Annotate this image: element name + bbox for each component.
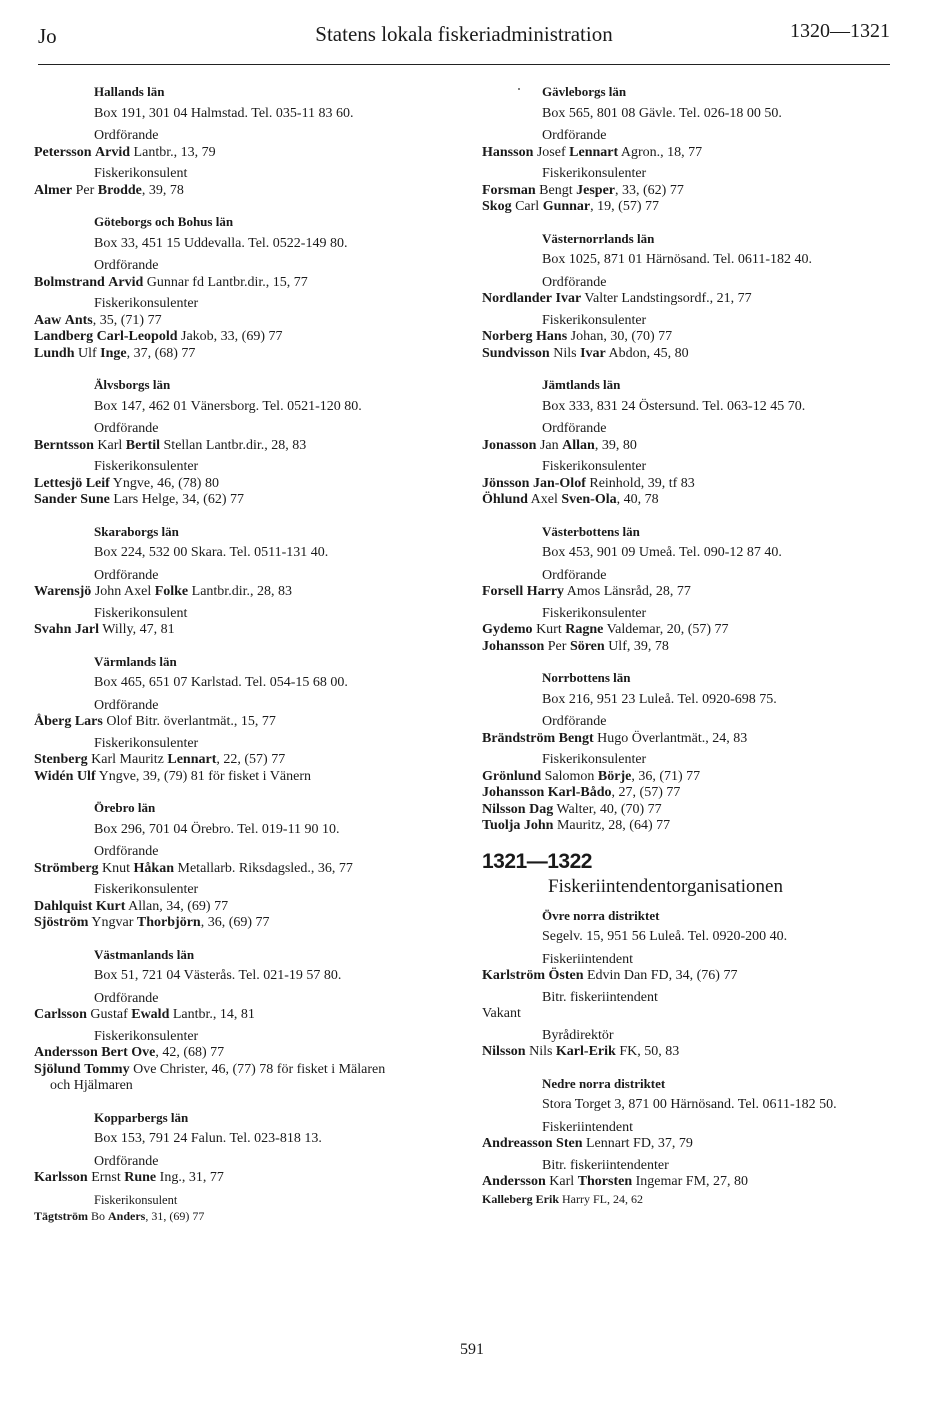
- region-name: Skaraborgs län: [94, 523, 179, 539]
- person-other-name: Karl: [545, 1174, 578, 1189]
- person-details: Lars Helge, 34, (62) 77: [109, 492, 245, 507]
- section-heading: [482, 850, 912, 898]
- person-calling-name: Erik: [535, 1191, 559, 1206]
- person-other-name: Per: [544, 638, 570, 654]
- person-surname: Sander: [34, 492, 77, 507]
- person-surname: Andersson: [482, 1174, 546, 1189]
- person-calling-name: Brodde: [97, 182, 142, 198]
- person-details: Ing., 31, 77: [156, 1170, 224, 1185]
- person-calling-name: Folke: [154, 584, 189, 599]
- region-address: Box 51, 721 04 Västerås. Tel. 021-19 57 80.: [94, 968, 342, 983]
- person-calling-name: Sören: [569, 638, 605, 654]
- person-details: Abdon, 45, 80: [605, 345, 689, 361]
- person-surname: Landberg: [34, 329, 94, 344]
- person-details: , 33, (62) 77: [615, 182, 684, 198]
- role-label: Ordförande: [542, 128, 607, 143]
- region-address: Box 565, 801 08 Gävle. Tel. 026-18 00 50.: [542, 105, 782, 121]
- person-surname: Sundvisson: [482, 345, 550, 361]
- person-calling-name: Karl-Bådo: [547, 785, 612, 800]
- person-details: Johan, 30, (70) 77: [567, 329, 673, 344]
- person-details: , 42, (68) 77: [155, 1045, 225, 1060]
- person-details: FK, 50, 83: [615, 1044, 680, 1059]
- person-calling-name: Thorbjörn: [136, 915, 201, 930]
- person-calling-name: Lars: [74, 714, 103, 729]
- person-surname: Jonasson: [482, 437, 537, 453]
- person-details: Allan, 34, (69) 77: [125, 898, 229, 914]
- person-other-name: Bo: [88, 1209, 109, 1223]
- person-entry: [34, 1045, 464, 1062]
- person-calling-name: Jan-Olof: [532, 475, 586, 491]
- role-label: Ordförande: [94, 567, 159, 583]
- person-calling-name: Ragne: [565, 622, 604, 637]
- person-surname: Svahn: [34, 622, 72, 637]
- person-surname: Strömberg: [34, 860, 99, 876]
- person-calling-name: John: [523, 818, 554, 833]
- region-address: Box 147, 462 01 Vänersborg. Tel. 0521-120 80.: [94, 398, 362, 414]
- region-block: [482, 377, 912, 509]
- region-block: [34, 377, 464, 509]
- person-details: Olof Bitr. överlantmät., 15, 77: [102, 714, 276, 729]
- person-details: Valdemar, 20, (57) 77: [603, 622, 729, 637]
- person-surname: Öhlund: [482, 492, 528, 507]
- person-surname: Karlström: [482, 968, 545, 983]
- role-label: Ordförande: [94, 990, 159, 1006]
- person-other-name: Josef: [533, 144, 570, 160]
- person-entry: [482, 968, 912, 985]
- role-label: Fiskerikonsulenter: [94, 882, 199, 897]
- person-calling-name: Bertil: [125, 437, 161, 453]
- role-label: Ordförande: [94, 1153, 159, 1169]
- person-entry: [34, 145, 464, 162]
- header-section-range: 1320—1321: [790, 20, 890, 42]
- person-details: , 36, (69) 77: [200, 915, 270, 930]
- person-calling-name: Ewald: [131, 1007, 170, 1022]
- person-other-name: Nils: [525, 1044, 556, 1059]
- role-label: Fiskerikonsulenter: [542, 605, 647, 621]
- person-entry: [482, 1044, 912, 1061]
- person-calling-name: Inge: [100, 345, 127, 361]
- person-entry: [482, 329, 912, 346]
- region-address: Box 153, 791 24 Falun. Tel. 023-818 13.: [94, 1131, 322, 1146]
- role-label: Fiskerikonsulenter: [542, 752, 647, 767]
- person-details: , 31, (69) 77: [145, 1209, 205, 1223]
- person-details: , 22, (57) 77: [216, 752, 286, 767]
- person-entry: [482, 476, 912, 493]
- person-calling-name: Dag: [529, 801, 554, 817]
- role-label: Fiskerikonsulenter: [542, 459, 647, 474]
- person-surname: Brändström: [482, 730, 556, 746]
- region-address: Box 191, 301 04 Halmstad. Tel. 035-11 83 60.: [94, 105, 354, 121]
- region-address: Box 224, 532 00 Skara. Tel. 0511-131 40.: [94, 545, 329, 560]
- person-entry: [482, 492, 912, 509]
- person-entry: [34, 492, 464, 509]
- person-entry: [34, 769, 464, 786]
- left-column: [34, 84, 464, 1240]
- right-regions: [482, 84, 912, 835]
- person-calling-name: Rune: [124, 1170, 157, 1185]
- region-block: [34, 214, 464, 362]
- person-other-name: Kurt: [532, 622, 566, 637]
- person-entry: [34, 346, 464, 363]
- person-calling-name: Bert Ove: [101, 1045, 156, 1060]
- person-other-name: Ulf: [74, 345, 101, 361]
- person-surname: Åberg: [34, 714, 72, 729]
- person-surname: Johansson: [482, 785, 545, 800]
- region-name: Värmlands län: [94, 653, 177, 669]
- person-surname: Jönsson: [482, 475, 530, 491]
- person-calling-name: Lennart: [167, 752, 217, 767]
- person-details: Lantbr., 13, 79: [130, 144, 216, 160]
- person-entry: [34, 915, 464, 932]
- person-calling-name: Bengt: [558, 730, 594, 746]
- person-entry: [34, 861, 464, 878]
- role-label: Byrådirektör: [542, 1027, 614, 1043]
- person-surname: Almer: [34, 182, 73, 198]
- person-entry: [482, 438, 912, 455]
- region-name: Västerbottens län: [542, 523, 640, 539]
- region-block: [482, 908, 912, 1061]
- person-details: Lennart FD, 37, 79: [582, 1136, 693, 1151]
- person-calling-name: Ulf: [76, 768, 96, 784]
- person-calling-name: Leif: [85, 475, 110, 491]
- person-entry: [34, 1208, 464, 1225]
- region-address: Box 1025, 871 01 Härnösand. Tel. 0611-182 40.: [542, 252, 813, 267]
- person-details: , 35, (71) 77: [92, 312, 162, 328]
- person-surname: Berntsson: [34, 437, 94, 453]
- person-surname: Lettesjö: [34, 475, 83, 491]
- person-surname: Nilsson: [482, 801, 526, 817]
- person-other-name: Carl: [511, 199, 543, 214]
- person-calling-name: Jesper: [576, 182, 616, 198]
- person-other-name: Gustaf: [86, 1007, 132, 1022]
- role-label: Fiskerikonsulenter: [542, 312, 647, 328]
- region-name: Övre norra distriktet: [542, 907, 660, 923]
- person-calling-name: Arvid: [95, 144, 131, 160]
- role-label: Ordförande: [542, 714, 607, 729]
- person-surname: Warensjö: [34, 584, 92, 599]
- person-entry: [34, 313, 464, 330]
- region-address: Box 296, 701 04 Örebro. Tel. 019-11 90 10.: [94, 821, 340, 837]
- person-surname: Forsman: [482, 182, 536, 198]
- person-details: Edvin Dan FD, 34, (76) 77: [583, 968, 738, 983]
- region-block: [482, 1076, 912, 1208]
- person-entry: [482, 291, 912, 308]
- role-label: Bitr. fiskeriintendent: [542, 989, 658, 1005]
- person-other-name: Salomon: [541, 768, 598, 784]
- region-block: [34, 800, 464, 932]
- role-label: Ordförande: [94, 697, 159, 713]
- role-label: Fiskerikonsulent: [94, 166, 188, 181]
- region-name: Örebro län: [94, 800, 156, 815]
- person-calling-name: Kurt: [95, 898, 126, 914]
- person-details: Stellan Lantbr.dir., 28, 83: [160, 437, 307, 453]
- person-entry: [34, 622, 464, 639]
- region-address: Stora Torget 3, 871 00 Härnösand. Tel. 0611-182 50.: [542, 1097, 837, 1112]
- person-details: , 39, 78: [141, 182, 184, 198]
- person-calling-name: Thorsten: [577, 1174, 633, 1189]
- person-calling-name: Hans: [536, 329, 568, 344]
- person-surname: Forsell: [482, 584, 524, 599]
- person-entry: [482, 818, 912, 835]
- person-surname: Aaw: [34, 312, 62, 328]
- region-address: Segelv. 15, 951 56 Luleå. Tel. 0920-200 40.: [542, 929, 788, 944]
- person-entry: [482, 183, 912, 200]
- person-entry: [482, 769, 912, 786]
- region-name: Göteborgs och Bohus län: [94, 214, 234, 229]
- person-entry: [482, 199, 912, 216]
- person-details: Ulf, 39, 78: [604, 638, 669, 654]
- person-surname: Bolmstrand: [34, 274, 105, 290]
- role-label: Ordförande: [542, 421, 607, 436]
- role-label: Ordförande: [542, 567, 607, 583]
- role-label: Fiskeriintendent: [542, 951, 633, 967]
- person-surname: Grönlund: [482, 768, 542, 784]
- region-block: [34, 524, 464, 639]
- person-details: Agron., 18, 77: [618, 144, 703, 160]
- region-block: [34, 654, 464, 786]
- region-name: Västmanlands län: [94, 946, 195, 962]
- region-address: Box 465, 651 07 Karlstad. Tel. 054-15 68 00.: [94, 675, 348, 690]
- person-calling-name: Carl-Leopold: [96, 329, 178, 344]
- person-surname: Lundh: [34, 345, 75, 361]
- person-entry: [482, 584, 912, 601]
- person-other-name: Axel: [527, 492, 562, 507]
- person-calling-name: Anders: [108, 1209, 146, 1223]
- role-label: Ordförande: [94, 421, 159, 436]
- person-details: Valter Landstingsordf., 21, 77: [581, 291, 752, 306]
- person-details: Yngve, 46, (78) 80: [109, 475, 219, 491]
- person-details: Yngve, 39, (79) 81 för fisket i Vänern: [95, 768, 312, 784]
- role-label: Ordförande: [542, 274, 607, 290]
- person-calling-name: Sven-Ola: [561, 492, 617, 507]
- person-entry: [34, 275, 464, 292]
- person-details: Metallarb. Riksdagsled., 36, 77: [174, 860, 353, 876]
- person-other-name: Knut: [98, 860, 134, 876]
- person-surname: Carlsson: [34, 1007, 87, 1022]
- person-calling-name: Lennart: [569, 144, 619, 160]
- person-surname: Widén: [34, 768, 74, 784]
- region-name: Gävleborgs län: [542, 84, 627, 99]
- person-entry: [34, 476, 464, 493]
- person-calling-name: Karl-Erik: [555, 1044, 616, 1059]
- role-label: Bitr. fiskeriintendenter: [542, 1157, 669, 1173]
- person-details: , 27, (57) 77: [611, 785, 681, 800]
- region-block: [482, 231, 912, 363]
- person-other-name: Nils: [549, 345, 581, 361]
- person-calling-name: Östen: [548, 968, 584, 983]
- section-number: 1321—1322: [482, 849, 592, 873]
- person-entry: [34, 752, 464, 769]
- person-other-name: Ernst: [87, 1170, 125, 1185]
- person-other-name: John Axel: [91, 584, 155, 599]
- region-name: Hallands län: [94, 84, 165, 99]
- region-block: [34, 1110, 464, 1225]
- section-title: Fiskeriintendentorganisationen: [548, 875, 783, 897]
- person-other-name: Yngvar: [88, 915, 137, 930]
- person-text: Vakant: [482, 1006, 521, 1021]
- person-details: Mauritz, 28, (64) 77: [553, 818, 671, 833]
- region-name: Älvsborgs län: [94, 377, 171, 392]
- role-label: Fiskerikonsulenter: [94, 459, 199, 474]
- person-surname: Kalleberg: [482, 1191, 533, 1206]
- person-surname: Nordlander: [482, 291, 552, 306]
- person-details: , 40, 78: [616, 492, 659, 507]
- person-details: , 39, 80: [594, 437, 637, 453]
- person-entry-continued: och Hjälmaren: [50, 1078, 133, 1093]
- person-entry: [482, 1006, 912, 1023]
- person-details: Hugo Överlantmät., 24, 83: [593, 730, 748, 746]
- region-block: [482, 524, 912, 656]
- person-entry: [34, 1007, 464, 1024]
- person-other-name: Karl Mauritz: [87, 752, 168, 767]
- person-entry: [34, 438, 464, 455]
- person-surname: Tuolja: [482, 818, 521, 833]
- region-name: Nedre norra distriktet: [542, 1075, 666, 1091]
- person-other-name: Bengt: [535, 182, 577, 198]
- role-label: Fiskerikonsulenter: [542, 166, 647, 181]
- role-label: Fiskerikonsulent: [94, 1192, 178, 1207]
- region-block: [34, 84, 464, 199]
- person-surname: Skog: [482, 199, 512, 214]
- person-calling-name: Tommy: [84, 1061, 130, 1077]
- person-details: Lantbr.dir., 28, 83: [188, 584, 292, 599]
- person-entry: [34, 584, 464, 601]
- person-entry: [34, 714, 464, 731]
- person-entry: [482, 346, 912, 363]
- person-details: Willy, 47, 81: [98, 622, 175, 637]
- person-details: , 37, (68) 77: [126, 345, 196, 361]
- person-entry: [482, 802, 912, 819]
- person-details: Reinhold, 39, tf 83: [585, 475, 695, 491]
- person-entry: [34, 1170, 464, 1187]
- districts: [482, 908, 912, 1208]
- region-block: [482, 84, 912, 216]
- person-calling-name: Håkan: [133, 860, 175, 876]
- person-surname: Petersson: [34, 144, 92, 160]
- person-entry: [482, 1136, 912, 1153]
- person-details: Amos Länsråd, 28, 77: [564, 584, 691, 599]
- person-calling-name: Sune: [80, 492, 110, 507]
- person-surname: Dahlquist: [34, 898, 93, 914]
- header-title: Statens lokala fiskeriadministration: [315, 22, 613, 46]
- region-name: Norrbottens län: [542, 670, 631, 685]
- person-details: Walter, 40, (70) 77: [553, 801, 662, 817]
- role-label: Ordförande: [94, 258, 159, 273]
- person-details: , 19, (57) 77: [590, 199, 659, 214]
- person-surname: Karlsson: [34, 1170, 88, 1185]
- person-entry: [34, 1062, 464, 1079]
- role-label: Fiskerikonsulenter: [94, 735, 199, 751]
- person-details: Gunnar fd Lantbr.dir., 15, 77: [143, 274, 308, 290]
- person-details: Lantbr., 14, 81: [169, 1007, 255, 1022]
- region-address: Box 33, 451 15 Uddevalla. Tel. 0522-149 80.: [94, 235, 348, 251]
- role-label: Ordförande: [94, 128, 159, 143]
- role-label: Fiskerikonsulenter: [94, 1028, 199, 1044]
- person-entry: [482, 622, 912, 639]
- person-surname: Sjöström: [34, 915, 89, 930]
- person-details: Harry FL, 24, 62: [559, 1191, 643, 1206]
- person-details: Jakob, 33, (69) 77: [177, 329, 283, 344]
- person-surname: Hansson: [482, 144, 534, 160]
- person-calling-name: Börje: [597, 768, 632, 784]
- person-entry: [482, 731, 912, 748]
- person-calling-name: Arvid: [108, 274, 144, 290]
- person-entry: [482, 145, 912, 162]
- person-details: , 36, (71) 77: [631, 768, 701, 784]
- person-entry: [482, 1191, 912, 1208]
- person-surname: Andreasson: [482, 1136, 553, 1151]
- page-number: 591: [460, 1341, 484, 1358]
- person-surname: Nilsson: [482, 1044, 526, 1059]
- person-entry: [34, 899, 464, 916]
- person-entry: [34, 183, 464, 200]
- right-column: [482, 84, 912, 1222]
- person-calling-name: Jarl: [74, 622, 99, 637]
- role-label: Fiskeriintendent: [542, 1119, 633, 1135]
- region-block: [482, 670, 912, 835]
- region-block: [34, 947, 464, 1095]
- person-details: Ingemar FM, 27, 80: [632, 1174, 749, 1189]
- person-surname: Johansson: [482, 638, 545, 654]
- person-calling-name: Ivar: [580, 345, 606, 361]
- person-entry: [482, 639, 912, 656]
- person-calling-name: Ants: [64, 312, 93, 328]
- person-entry: [34, 329, 464, 346]
- person-surname: Stenberg: [34, 752, 88, 767]
- person-calling-name: Sten: [556, 1136, 583, 1151]
- role-label: Fiskerikonsulent: [94, 605, 188, 621]
- person-calling-name: Ivar: [555, 291, 582, 306]
- person-calling-name: Allan: [562, 437, 595, 453]
- page-header: [38, 20, 890, 65]
- region-address: Box 453, 901 09 Umeå. Tel. 090-12 87 40.: [542, 545, 782, 560]
- header-abbreviation: Jo: [38, 24, 57, 48]
- person-surname: Gydemo: [482, 622, 533, 637]
- region-address: Box 216, 951 23 Luleå. Tel. 0920-698 75.: [542, 691, 777, 707]
- region-name: Jämtlands län: [542, 377, 621, 392]
- person-details: Ove Christer, 46, (77) 78 för fisket i Mälaren: [129, 1061, 386, 1077]
- person-other-name: Per: [72, 182, 98, 198]
- person-entry: [482, 785, 912, 802]
- person-surname: Andersson: [34, 1045, 98, 1060]
- region-name: Kopparbergs län: [94, 1109, 189, 1125]
- person-other-name: Jan: [536, 437, 563, 453]
- person-calling-name: Gunnar: [542, 199, 591, 214]
- person-other-name: Karl: [93, 437, 126, 453]
- role-label: Fiskerikonsulenter: [94, 296, 199, 311]
- person-entry: [482, 1174, 912, 1191]
- person-surname: Norberg: [482, 329, 533, 344]
- region-address: Box 333, 831 24 Östersund. Tel. 063-12 45 70.: [542, 398, 806, 414]
- person-surname: Tägtström: [34, 1209, 88, 1223]
- role-label: Ordförande: [94, 844, 159, 859]
- person-calling-name: Harry: [526, 584, 565, 599]
- region-name: Västernorrlands län: [542, 230, 655, 246]
- person-surname: Sjölund: [34, 1061, 81, 1077]
